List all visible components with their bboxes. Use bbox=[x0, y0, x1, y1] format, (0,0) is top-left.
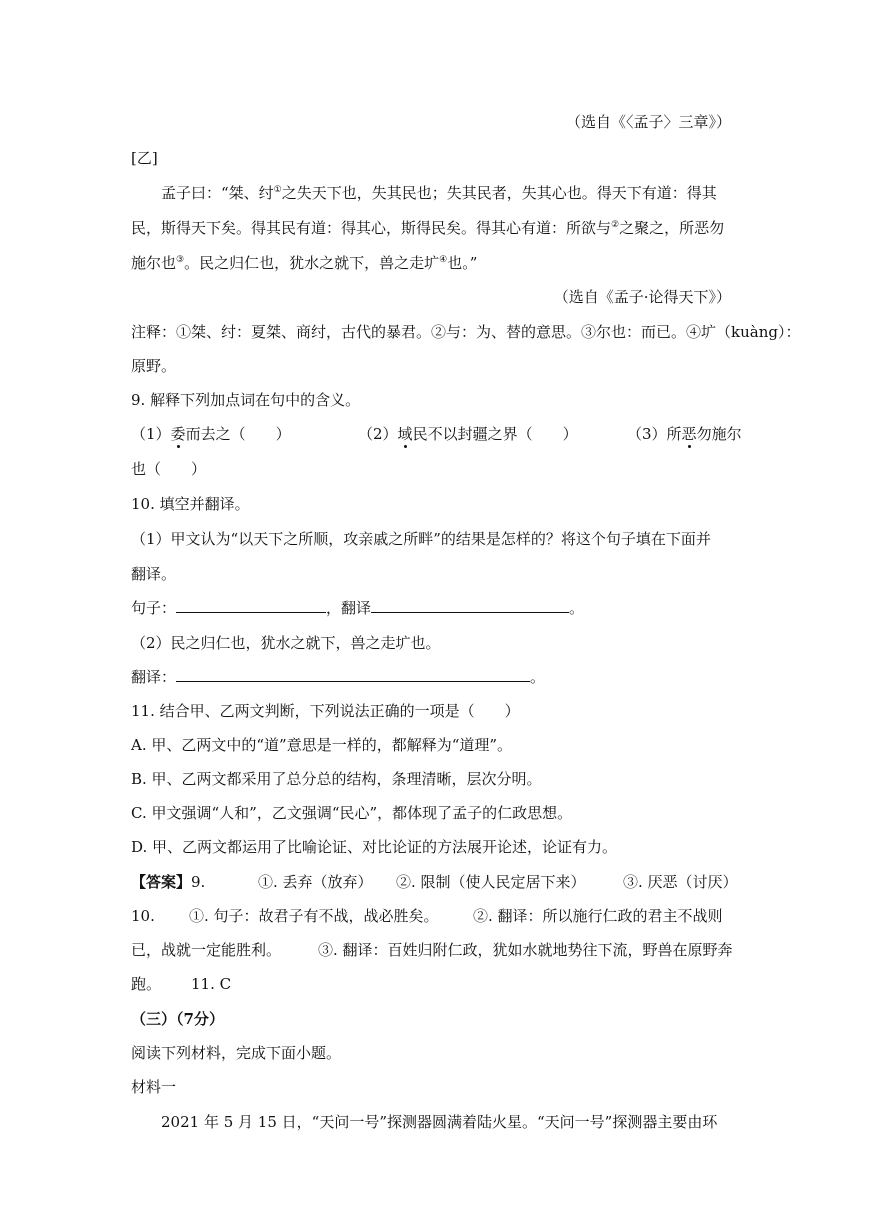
yi-paragraph-line-3: 施尔也③。民之归仁也，犹水之就下，兽之走圹④也。” bbox=[131, 254, 478, 272]
question-9-item-1: （1）委而去之（ ） bbox=[131, 425, 291, 443]
question-10-part-1-line-2: 翻译。 bbox=[131, 565, 177, 583]
answer-line-1: 【答案】9. bbox=[131, 873, 206, 891]
source-citation-yi: （选自《孟子·论得天下》） bbox=[553, 288, 731, 306]
yi-paragraph-line-1: 孟子曰：“桀、纣①之失天下也，失其民也；失其民者，失其心也。得天下有道：得其 bbox=[161, 184, 717, 202]
notes-line-2: 原野。 bbox=[131, 357, 177, 375]
answer-10-2: ②. 翻译：所以施行仁政的君主不战则 bbox=[473, 907, 723, 925]
question-11-title: 11. 结合甲、乙两文判断，下列说法正确的一项是（ ） bbox=[131, 702, 520, 720]
section-label-yi: [乙] bbox=[131, 149, 158, 167]
emphasis-dot-char: 恶 bbox=[681, 425, 697, 443]
question-10-sentence-row: 句子： ，翻译 。 bbox=[131, 599, 585, 617]
question-9-item-2: （2）域民不以封疆之界（ ） bbox=[358, 425, 578, 443]
emphasis-dot-char: 域 bbox=[397, 425, 413, 443]
answer-10-1: ①. 句子：故君子有不战，战必胜矣。 bbox=[189, 907, 439, 925]
question-11-option-b: B. 甲、乙两文都采用了总分总的结构，条理清晰，层次分明。 bbox=[131, 770, 542, 788]
part-3-title: （三）（7分） bbox=[131, 1010, 224, 1028]
notes-line-1: 注释：①桀、纣：夏桀、商纣，古代的暴君。②与：为、替的意思。③尔也：而已。④圹（kuàng）： bbox=[131, 323, 801, 341]
question-9-item-3-cont: 也（ ） bbox=[131, 460, 207, 478]
question-9-item-3: （3）所恶勿施尔 bbox=[627, 425, 742, 443]
question-11-option-c: C. 甲文强调“人和”，乙文强调“民心”，都体现了孟子的仁政思想。 bbox=[131, 804, 573, 822]
emphasis-dot-char: 委 bbox=[170, 425, 186, 443]
answer-11: 11. C bbox=[191, 975, 232, 993]
source-citation-jia: （选自《〈孟子〉三章》） bbox=[565, 113, 731, 131]
question-10-translation-row: 翻译： 。 bbox=[131, 668, 546, 686]
question-9-title: 9. 解释下列加点词在句中的含义。 bbox=[131, 391, 361, 409]
yi-paragraph-line-2: 民，斯得天下矣。得其民有道：得其心，斯得民矣。得其心有道：所欲与②之聚之，所恶勿 bbox=[131, 219, 725, 237]
answer-10-3: ③. 翻译：百姓归附仁政，犹如水就地势往下流，野兽在原野奔 bbox=[318, 941, 733, 959]
part-3-intro: 阅读下列材料，完成下面小题。 bbox=[131, 1044, 342, 1062]
answer-9-1: ①. 丢弃（放弃） bbox=[258, 873, 373, 891]
translation-blank[interactable] bbox=[371, 598, 569, 613]
question-11-option-d: D. 甲、乙两文都运用了比喻论证、对比论证的方法展开论述，论证有力。 bbox=[131, 838, 618, 856]
answer-label: 【答案】 bbox=[131, 873, 192, 891]
material-1-text: 2021 年 5 月 15 日，“天问一号”探测器圆满着陆火星。“天问一号”探测器主要由环 bbox=[161, 1113, 718, 1131]
question-10-title: 10. 填空并翻译。 bbox=[131, 495, 250, 513]
answer-10-line-2: 已，战就一定能胜利。 bbox=[131, 941, 282, 959]
answer-9-3: ③. 厌恶（讨厌） bbox=[623, 873, 738, 891]
answer-9-2: ②. 限制（使人民定居下来） bbox=[396, 873, 586, 891]
answer-10-line-3: 跑。 bbox=[131, 975, 162, 993]
question-10-part-1-line-1: （1）甲文认为“以天下之所顺，攻亲戚之所畔”的结果是怎样的？将这个句子填在下面并 bbox=[131, 530, 711, 548]
question-11-option-a: A. 甲、乙两文中的“道”意思是一样的，都解释为“道理”。 bbox=[131, 736, 513, 754]
translation-blank-2[interactable] bbox=[176, 667, 530, 682]
material-1-label: 材料一 bbox=[131, 1078, 177, 1096]
question-10-part-2: （2）民之归仁也，犹水之就下，兽之走圹也。 bbox=[131, 634, 441, 652]
answer-10-label: 10. bbox=[131, 907, 155, 925]
sentence-blank[interactable] bbox=[176, 598, 326, 613]
